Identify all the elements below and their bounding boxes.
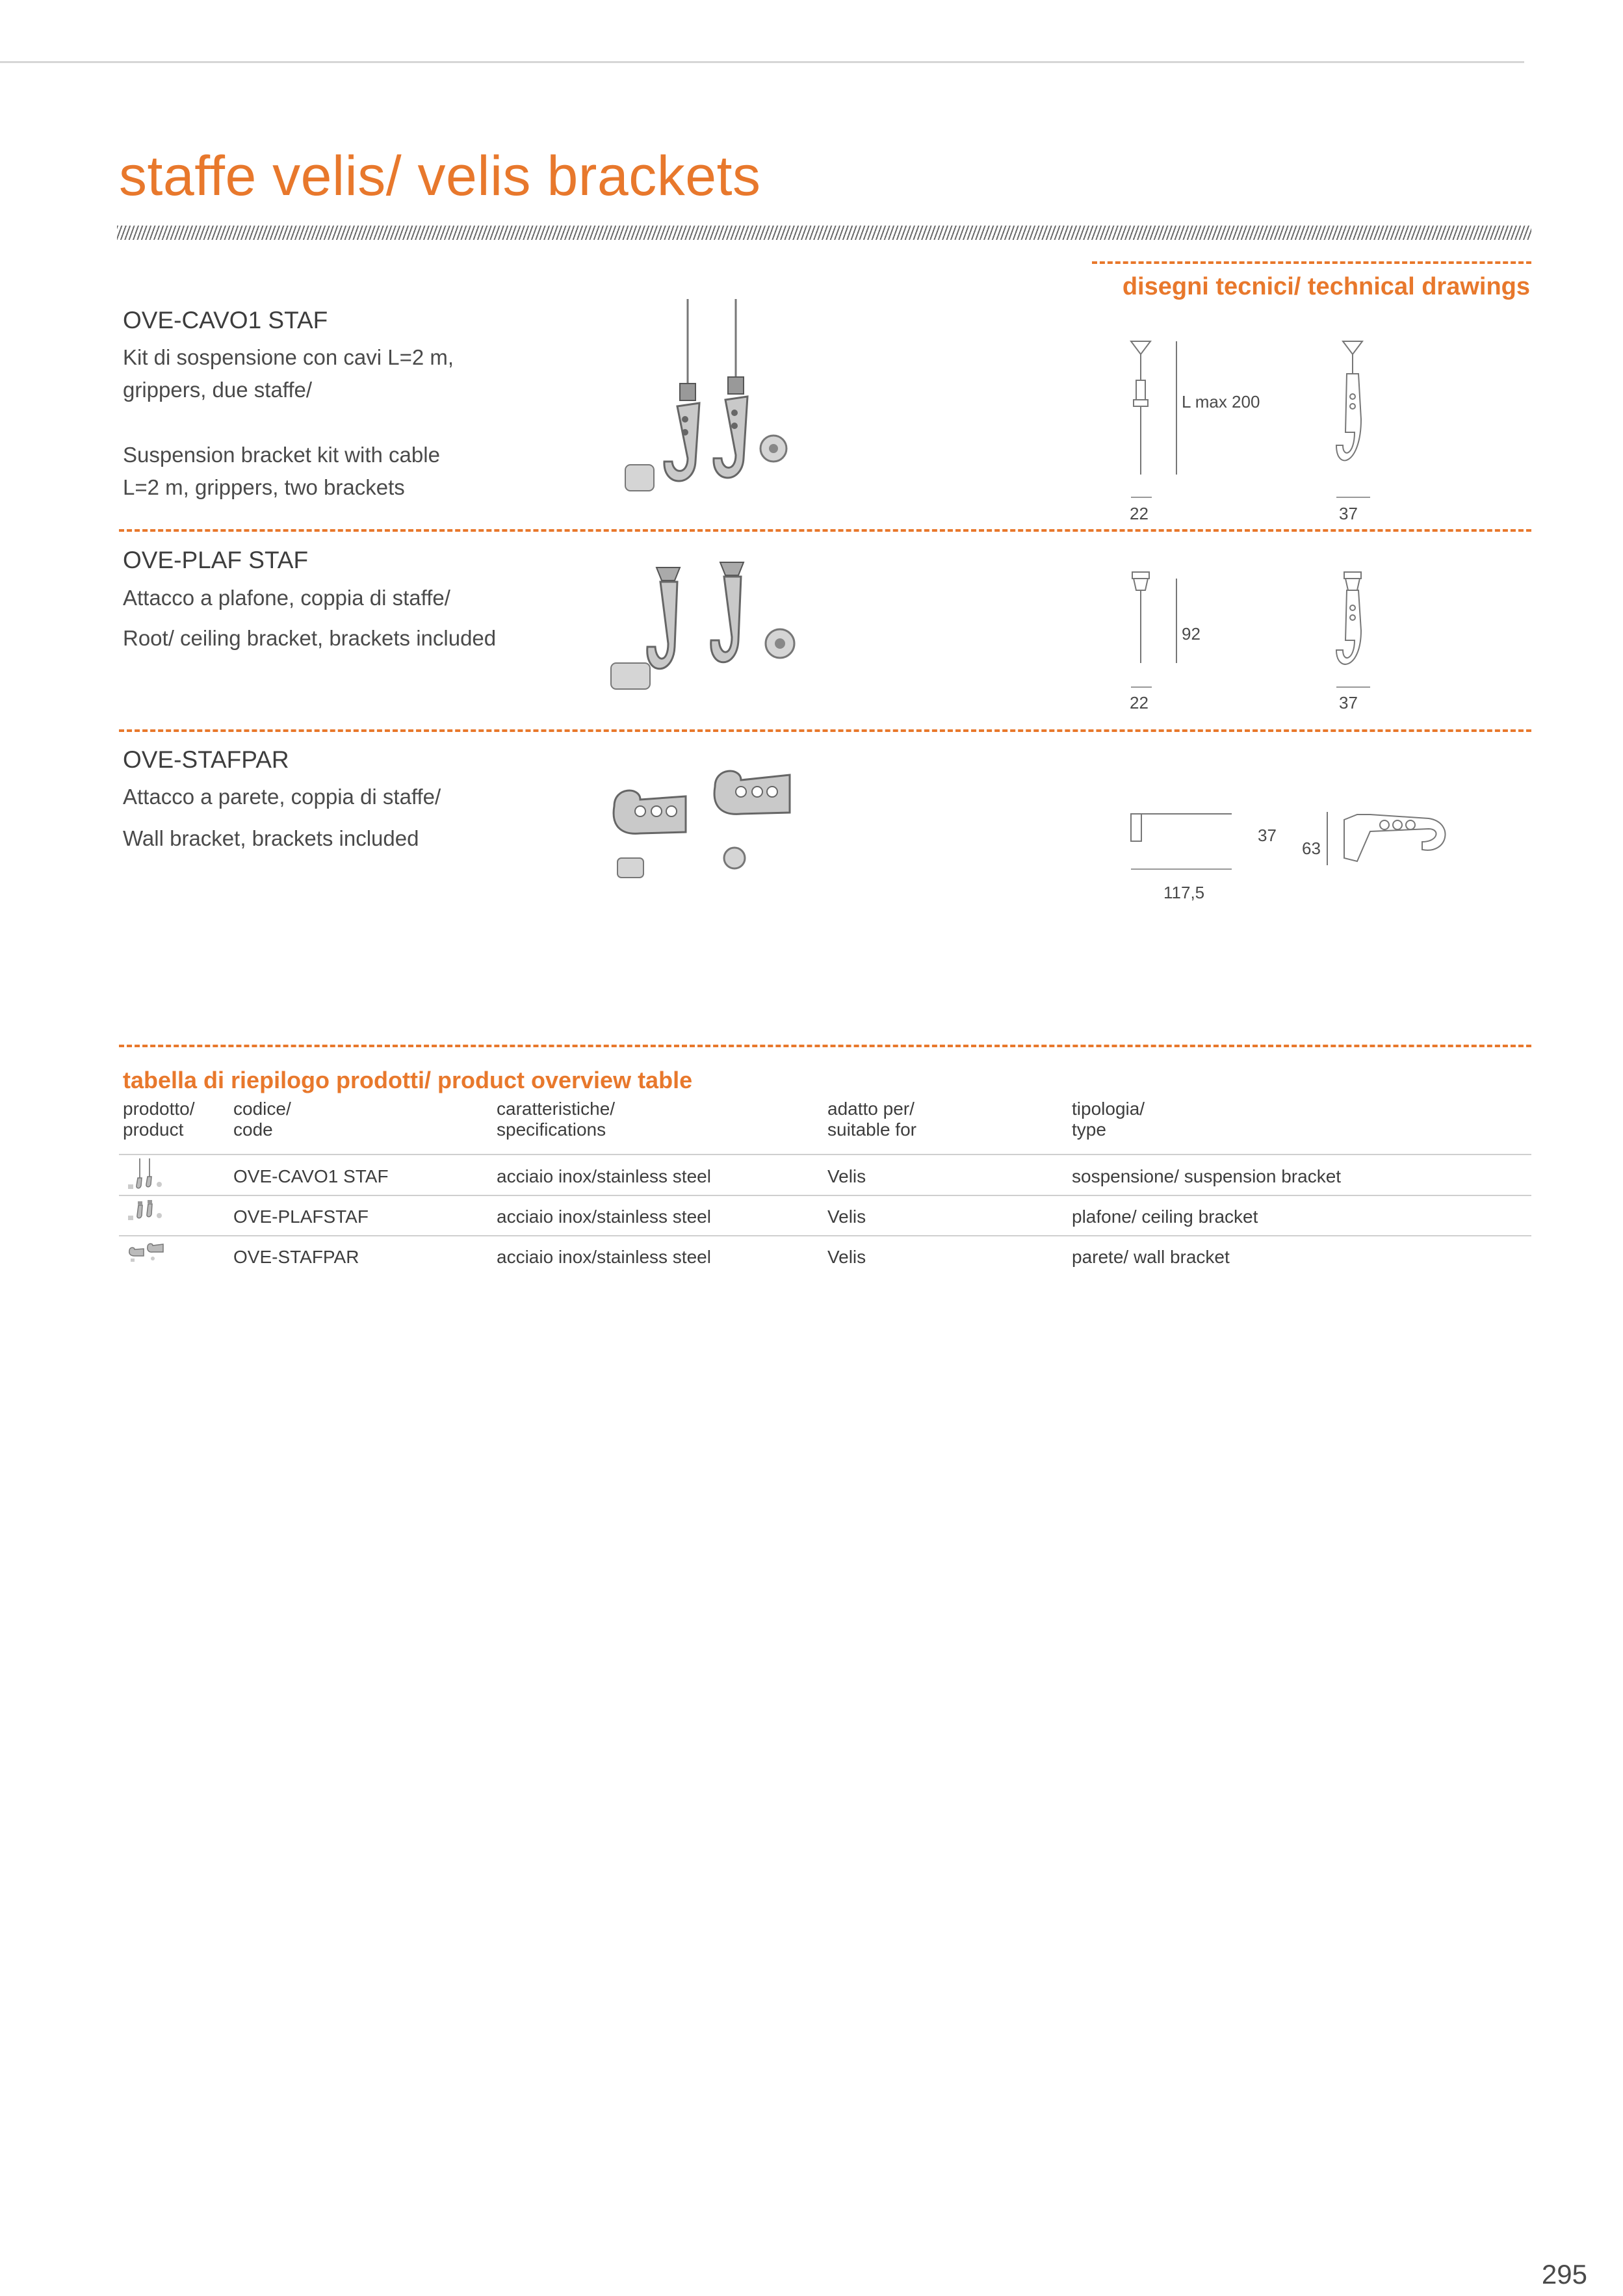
col-header-type [1072, 1099, 1145, 1140]
drawings-heading: disegni tecnici/ technical drawings [1122, 273, 1530, 300]
table-row-spec: acciaio inox/stainless steel [497, 1207, 711, 1227]
page-number: 295 [1541, 2259, 1587, 2289]
drawing-stafpar-side [1121, 806, 1251, 878]
col-header-line: product [123, 1119, 184, 1140]
hatched-divider [117, 226, 1531, 240]
drawing-cavo1-front [1326, 335, 1410, 504]
col-header-product [123, 1099, 195, 1140]
col-header-suitable [827, 1099, 916, 1140]
table-row-type: sospensione/ suspension bracket [1072, 1166, 1342, 1186]
table-row-code: OVE-CAVO1 STAF [233, 1166, 389, 1186]
dim-height: 92 [1182, 624, 1201, 644]
product-photo-stafpar [601, 761, 816, 887]
table-row-code: OVE-PLAFSTAF [233, 1207, 369, 1227]
product-desc-stafpar [123, 781, 441, 855]
product-name-cavo1: OVE-CAVO1 STAF [123, 307, 328, 333]
col-header-line: specifications [497, 1119, 606, 1140]
desc-line: Attacco a plafone, coppia di staffe/ [123, 586, 450, 610]
dim-length: L max 200 [1182, 392, 1260, 411]
desc-line: Wall bracket, brackets included [123, 826, 419, 850]
desc-line: grippers, due staffe/ [123, 378, 313, 402]
table-row-thumbnail [127, 1158, 166, 1191]
desc-line: Root/ ceiling bracket, brackets included [123, 626, 497, 650]
section-divider [119, 729, 1531, 732]
top-divider [0, 61, 1524, 63]
section-divider [119, 1045, 1531, 1047]
dim-depth: 37 [1339, 504, 1358, 523]
product-desc-cavo1 [123, 341, 454, 504]
table-rule [119, 1154, 1531, 1155]
table-row-suitable: Velis [827, 1247, 866, 1267]
table-rule [119, 1195, 1531, 1196]
table-row-code: OVE-STAFPAR [233, 1247, 359, 1267]
product-name-stafpar: OVE-STAFPAR [123, 746, 289, 773]
col-header-specifications [497, 1099, 615, 1140]
desc-line: Kit di sospensione con cavi L=2 m, [123, 345, 454, 369]
dim-height: 37 [1258, 826, 1277, 845]
table-row-spec: acciaio inox/stainless steel [497, 1166, 711, 1186]
col-header-code [233, 1099, 291, 1140]
dim-width: 22 [1130, 693, 1149, 712]
table-row-thumbnail [127, 1242, 166, 1264]
drawing-stafpar-front [1325, 809, 1455, 868]
col-header-line: code [233, 1119, 273, 1140]
overview-heading: tabella di riepilogo prodotti/ product overview table [123, 1067, 693, 1093]
table-row-suitable: Velis [827, 1207, 866, 1227]
desc-line: Attacco a parete, coppia di staffe/ [123, 785, 441, 809]
product-photo-plaf [604, 556, 812, 696]
table-row-thumbnail [127, 1200, 166, 1226]
col-header-line: tipologia/ [1072, 1099, 1145, 1119]
table-rule [119, 1235, 1531, 1236]
table-row-suitable: Velis [827, 1166, 866, 1186]
desc-line: L=2 m, grippers, two brackets [123, 475, 405, 499]
dim-length: 117,5 [1163, 883, 1205, 902]
col-header-line: suitable for [827, 1119, 916, 1140]
drawings-heading-dashes [1092, 261, 1531, 264]
col-header-line: type [1072, 1119, 1106, 1140]
table-row-spec: acciaio inox/stainless steel [497, 1247, 711, 1267]
drawing-cavo1-side [1118, 335, 1235, 527]
drawing-plaf-front [1326, 566, 1410, 692]
product-desc-plaf [123, 582, 496, 655]
desc-line: Suspension bracket kit with cable [123, 443, 440, 467]
page-title: staffe velis/ velis brackets [119, 145, 761, 207]
dim-depth: 37 [1339, 693, 1358, 712]
dim-depth: 63 [1302, 839, 1321, 858]
col-header-line: adatto per/ [827, 1099, 915, 1119]
col-header-line: prodotto/ [123, 1099, 195, 1119]
product-name-plaf: OVE-PLAF STAF [123, 547, 309, 573]
section-divider [119, 529, 1531, 532]
table-row-type: plafone/ ceiling bracket [1072, 1207, 1258, 1227]
table-row-type: parete/ wall bracket [1072, 1247, 1230, 1267]
dim-width: 22 [1130, 504, 1149, 523]
col-header-line: caratteristiche/ [497, 1099, 616, 1119]
drawing-plaf-side [1118, 566, 1235, 692]
product-photo-cavo1 [617, 299, 799, 501]
col-header-line: codice/ [233, 1099, 291, 1119]
